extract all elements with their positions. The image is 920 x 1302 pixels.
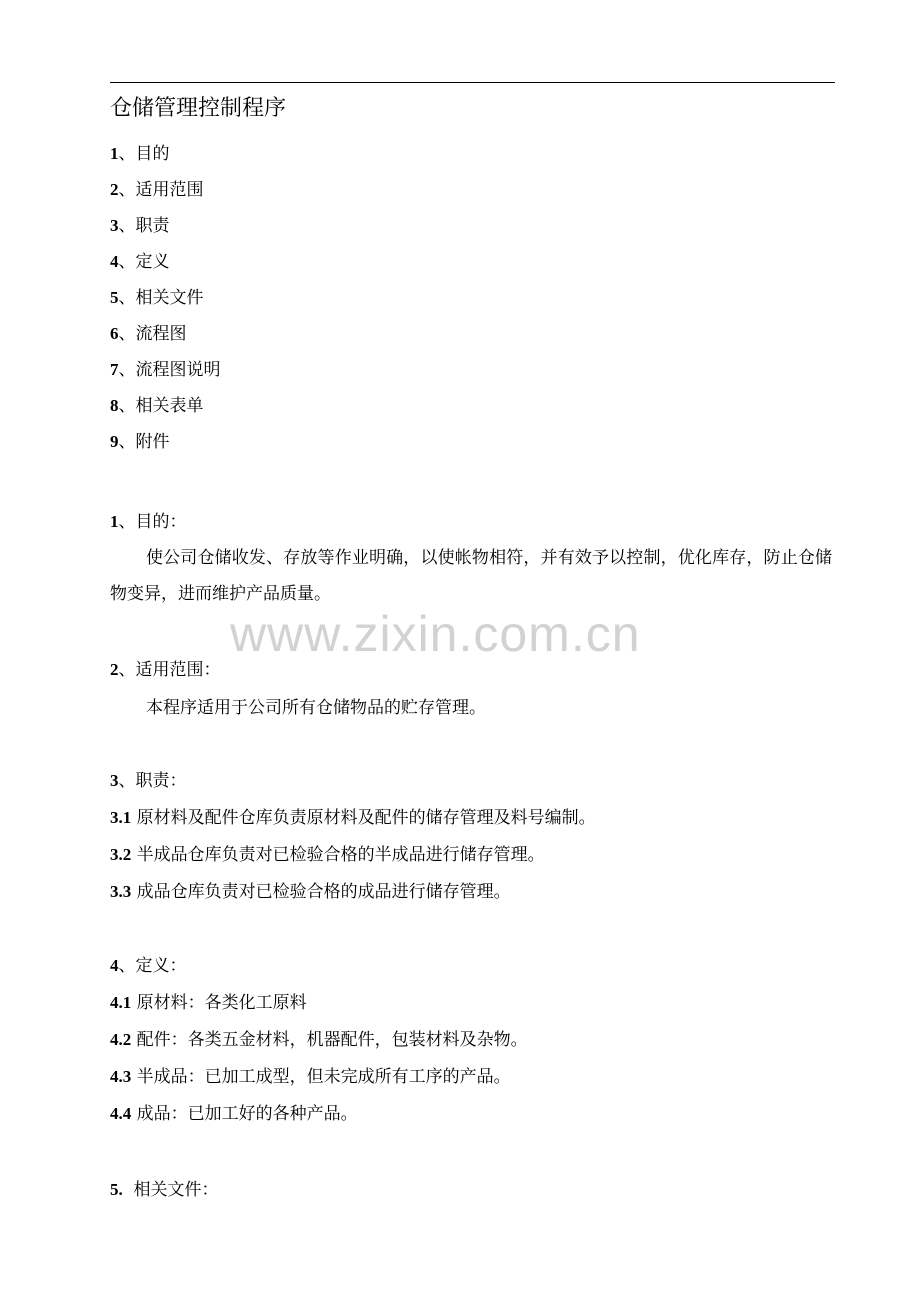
item-text: 成品：已加工好的各种产品。 [131, 1104, 358, 1124]
section-heading-label: 、定义： [118, 956, 187, 976]
toc-separator: 、 [118, 144, 136, 164]
toc-separator: 、 [118, 396, 136, 416]
toc-item [110, 431, 170, 453]
section-number: 3 [110, 771, 119, 790]
toc-number: 8 [110, 396, 119, 415]
item-number: 4.4 [110, 1104, 132, 1123]
item-number: 3.2 [110, 845, 132, 864]
toc-separator: 、 [118, 324, 136, 344]
toc-item [110, 143, 170, 165]
toc-item [110, 359, 221, 381]
toc-number: 1 [110, 144, 119, 163]
responsibility-item [110, 844, 545, 866]
item-text: 半成品仓库负责对已检验合格的半成品进行储存管理。 [131, 845, 545, 865]
responsibility-item [110, 881, 511, 903]
toc-item [110, 179, 204, 201]
section-number: 2 [110, 660, 119, 679]
toc-number: 4 [110, 252, 119, 271]
toc-label: 适用范围 [135, 180, 204, 200]
item-number: 3.1 [110, 808, 132, 827]
toc-item [110, 323, 187, 345]
toc-label: 流程图说明 [135, 360, 221, 380]
section-heading-definitions [110, 955, 187, 977]
definition-item [110, 1029, 528, 1051]
item-number: 4.1 [110, 993, 132, 1012]
toc-number: 6 [110, 324, 119, 343]
section-number: 5. [110, 1180, 123, 1199]
scope-paragraph: 本程序适用于公司所有仓储物品的贮存管理。 [146, 698, 486, 718]
section-heading-purpose [110, 511, 187, 533]
header-rule [110, 82, 835, 83]
toc-separator: 、 [118, 252, 136, 272]
item-number: 4.2 [110, 1030, 132, 1049]
definition-item [110, 1103, 358, 1125]
toc-item [110, 215, 170, 237]
toc-separator: 、 [118, 360, 136, 380]
watermark: www.zixin.com.cn [230, 606, 641, 662]
item-text: 配件：各类五金材料，机器配件，包装材料及杂物。 [131, 1030, 528, 1050]
item-number: 4.3 [110, 1067, 132, 1086]
section-heading-label: 、目的： [118, 512, 187, 532]
toc-number: 9 [110, 432, 119, 451]
item-text: 原材料及配件仓库负责原材料及配件的储存管理及料号编制。 [131, 808, 596, 828]
toc-label: 附件 [135, 432, 170, 452]
section-heading-label: 、适用范围： [118, 660, 221, 680]
section-heading-related-documents [110, 1179, 219, 1201]
toc-separator: 、 [118, 180, 136, 200]
toc-label: 相关文件 [135, 288, 204, 308]
item-text: 成品仓库负责对已检验合格的成品进行储存管理。 [131, 882, 511, 902]
toc-separator: 、 [118, 216, 136, 236]
toc-item [110, 287, 204, 309]
toc-item [110, 395, 204, 417]
item-number: 3.3 [110, 882, 132, 901]
definition-item [110, 1066, 511, 1088]
section-heading-responsibilities [110, 770, 187, 792]
toc-label: 职责 [135, 216, 170, 236]
toc-number: 2 [110, 180, 119, 199]
section-heading-scope [110, 659, 221, 681]
document-title: 仓储管理控制程序 [110, 96, 287, 121]
toc-number: 3 [110, 216, 119, 235]
section-heading-label: 、职责： [118, 771, 187, 791]
section-number: 1 [110, 512, 119, 531]
toc-label: 相关表单 [135, 396, 204, 416]
purpose-paragraph: 使公司仓储收发、存放等作业明确，以使帐物相符，并有效予以控制，优化库存，防止仓储物变异，进而维护产品质量。 [110, 548, 832, 604]
section-number: 4 [110, 956, 119, 975]
toc-number: 7 [110, 360, 119, 379]
toc-label: 目的 [135, 144, 170, 164]
toc-item [110, 251, 170, 273]
toc-separator: 、 [118, 288, 136, 308]
responsibility-item [110, 807, 596, 829]
definition-item [110, 992, 307, 1014]
item-text: 半成品：已加工成型，但未完成所有工序的产品。 [131, 1067, 511, 1087]
toc-label: 流程图 [135, 324, 187, 344]
item-text: 原材料：各类化工原料 [131, 993, 307, 1013]
toc-number: 5 [110, 288, 119, 307]
toc-separator: 、 [118, 432, 136, 452]
section-heading-label: 相关文件： [122, 1180, 219, 1200]
toc-label: 定义 [135, 252, 170, 272]
